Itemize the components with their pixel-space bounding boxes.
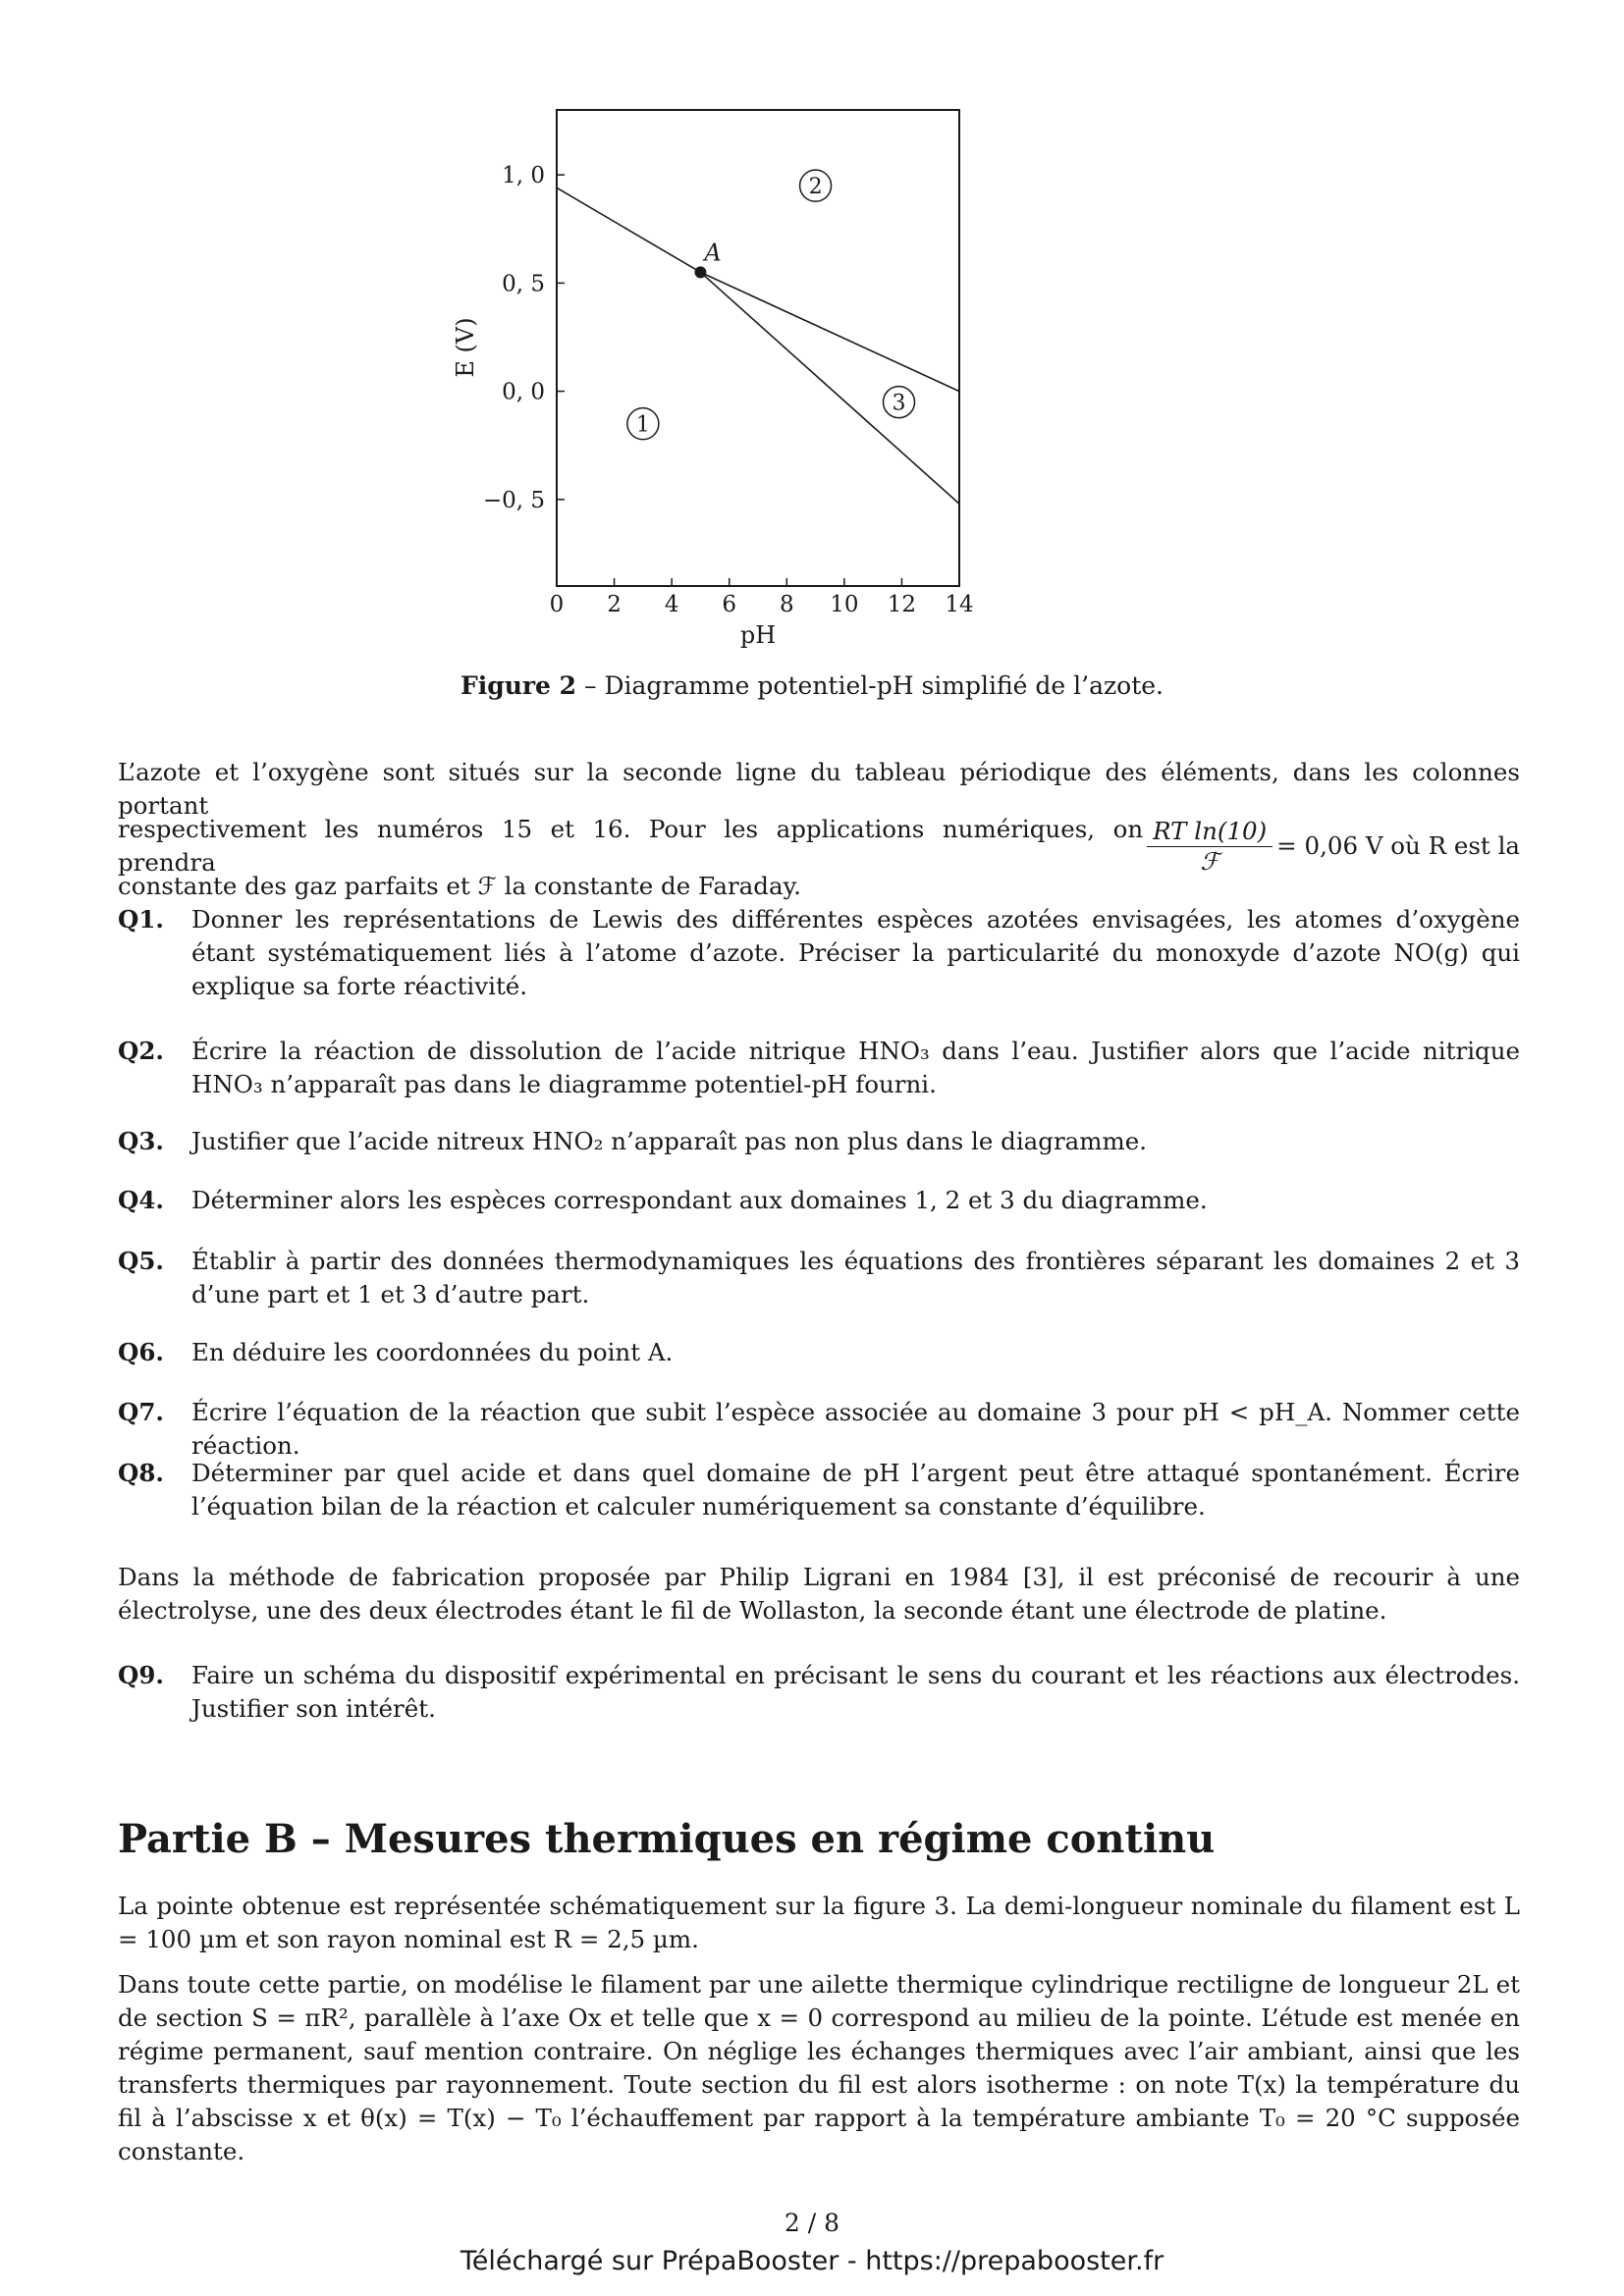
potential-ph-diagram: [422, 93, 1208, 658]
intro-paragraph: [118, 756, 1520, 903]
fraction-denominator: ℱ: [1200, 846, 1219, 876]
domain-label-1: 1: [635, 412, 650, 438]
question-label: Q2.: [118, 1037, 164, 1065]
caption-text: – Diagramme potentiel-pH simplifié de l’azote.: [576, 671, 1164, 700]
x-axis-label: pH: [739, 621, 777, 649]
part-b-paragraph-1: La pointe obtenue est représentée schématiquement sur la figure 3. La demi-longueur nominale du filament est L = 100 µm et son rayon nominal est R = 2,5 µm.: [118, 1892, 1520, 1953]
intro-line-1: L’azote et l’oxygène sont situés sur la seconde ligne du tableau périodique des éléments, dans les colonnes portant: [118, 758, 1520, 820]
x-tick-label: 8: [779, 592, 794, 617]
question-q3: [118, 1125, 1520, 1158]
question-text: Justifier que l’acide nitreux HNO₂ n’apparaît pas non plus dans le diagramme.: [191, 1127, 1148, 1155]
x-tick-label: 12: [887, 592, 917, 617]
question-q5: [118, 1245, 1520, 1311]
question-label: Q7.: [118, 1398, 164, 1426]
x-tick-label: 2: [607, 592, 622, 617]
boundary-line-1: [557, 187, 700, 272]
question-text: Établir à partir des données thermodynamiques les équations des frontières séparant les domaines 2 et 3 d’une part et 1 et 3 d’autre part.: [191, 1247, 1520, 1308]
plot-frame: [557, 110, 959, 586]
section-title: Partie B – Mesures thermiques en régime continu: [118, 1816, 1216, 1862]
domain-label-3: 3: [892, 391, 906, 416]
question-q2: [118, 1035, 1520, 1101]
y-tick-label: −0, 5: [482, 487, 545, 513]
x-tick-label: 0: [549, 592, 565, 617]
question-q4: [118, 1184, 1520, 1217]
question-label: Q5.: [118, 1247, 164, 1275]
question-q1: [118, 903, 1520, 1003]
y-axis-label: E (V): [452, 317, 479, 378]
x-tick-label: 14: [945, 592, 974, 617]
point-a-marker: [694, 266, 706, 278]
question-text: En déduire les coordonnées du point A.: [191, 1338, 674, 1366]
x-tick-label: 6: [722, 592, 737, 617]
question-text: Écrire l’équation de la réaction que subit l’espèce associée au domaine 3 pour pH < pH_A. Nommer cette réaction.: [191, 1398, 1520, 1460]
y-tick-label: 1, 0: [502, 163, 545, 189]
question-label: Q4.: [118, 1186, 164, 1214]
y-tick-label: 0, 5: [502, 271, 545, 297]
question-label: Q6.: [118, 1338, 164, 1366]
x-tick-label: 4: [664, 592, 679, 617]
question-label: Q1.: [118, 905, 164, 934]
question-q6: [118, 1336, 1520, 1369]
page-number: 2 / 8: [784, 2209, 840, 2237]
question-text: Faire un schéma du dispositif expérimental en précisant le sens du courant et les réactions aux électrodes. Justifier son intérêt.: [191, 1661, 1520, 1723]
y-tick-label: 0, 0: [502, 379, 545, 405]
figure-caption: [0, 671, 1624, 700]
question-label: Q9.: [118, 1661, 164, 1689]
point-a-label: A: [704, 239, 722, 267]
intro-line-2-start: respectivement les numéros 15 et 16. Pour les applications numériques, on prendra: [118, 815, 1144, 877]
caption-label: Figure 2: [460, 671, 577, 700]
download-footer: Téléchargé sur PrépaBooster - https://prepabooster.fr: [460, 2246, 1164, 2276]
y-ticks: [483, 163, 565, 513]
question-text: Donner les représentations de Lewis des différentes espèces azotées envisagées, les atomes d’oxygène étant systématiquement liés à l’atome d’azote. Préciser la particularité du monoxyde d’azote NO(g) qui explique sa forte réactivité.: [191, 905, 1520, 1000]
intro-line-2: [118, 815, 1521, 877]
boundary-line-3: [700, 272, 959, 504]
x-tick-label: 10: [830, 592, 859, 617]
question-q7: [118, 1396, 1520, 1463]
intro-line-3: constante des gaz parfaits et ℱ la constante de Faraday.: [118, 872, 801, 900]
x-ticks: [550, 578, 974, 617]
fraction-numerator: RT ln(10): [1147, 817, 1272, 847]
chart-svg: [422, 93, 1208, 658]
question-text: Écrire la réaction de dissolution de l’acide nitrique HNO₃ dans l’eau. Justifier alors que l’acide nitrique HNO₃ n’apparaît pas dans le diagramme potentiel-pH fourni.: [191, 1037, 1520, 1098]
question-text: Déterminer par quel acide et dans quel domaine de pH l’argent peut être attaqué spontanément. Écrire l’équation bilan de la réaction et calculer numériquement sa constante d’équilibre.: [191, 1459, 1520, 1521]
boundary-lines: [557, 187, 959, 504]
question-q8: [118, 1457, 1520, 1523]
intro-line-2-end: = 0,06 V où R est la: [1276, 831, 1521, 860]
ligrani-paragraph: Dans la méthode de fabrication proposée par Philip Ligrani en 1984 [3], il est préconisé de recourir à une électrolyse, une des deux électrodes étant le fil de Wollaston, la seconde étant une électrode de platine.: [118, 1563, 1520, 1625]
question-text: Déterminer alors les espèces correspondant aux domaines 1, 2 et 3 du diagramme.: [191, 1186, 1208, 1214]
question-label: Q3.: [118, 1127, 164, 1155]
question-label: Q8.: [118, 1459, 164, 1487]
domain-label-2: 2: [808, 175, 823, 200]
boundary-line-2: [700, 272, 959, 391]
rt-ln10-over-f-fraction: [1147, 817, 1272, 877]
question-q9: [118, 1659, 1520, 1726]
part-b-paragraph-2: Dans toute cette partie, on modélise le filament par une ailette thermique cylindrique rectiligne de longueur 2L et de section S = πR², parallèle à l’axe Ox et telle que x = 0 correspond au milieu de la pointe. L’étude est menée en régime permanent, sauf mention contraire. On néglige les échanges thermiques avec l’air ambiant, ainsi que les transferts thermiques par rayonnement. Toute section du fil est alors isotherme : on note T(x) la température du fil à l’abscisse x et θ(x) = T(x) − T₀ l’échauffement par rapport à la température ambiante T₀ = 20 °C supposée constante.: [118, 1970, 1520, 2165]
